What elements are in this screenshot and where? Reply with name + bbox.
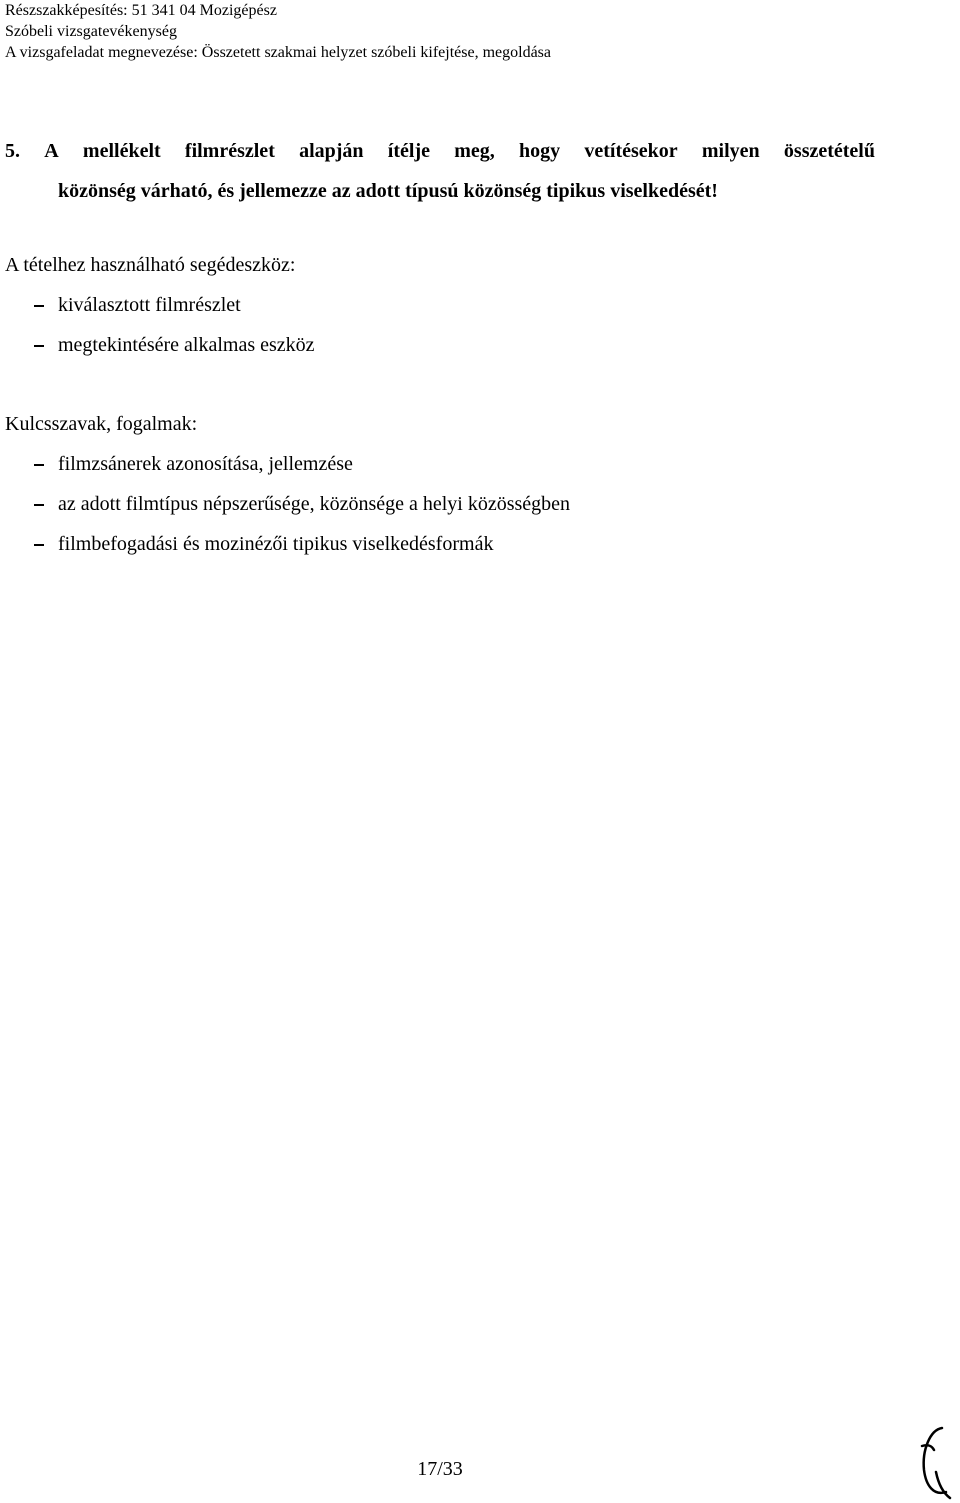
list-item bbox=[5, 484, 570, 524]
tools-section bbox=[5, 245, 315, 365]
task-word: összetételű bbox=[783, 140, 875, 162]
tools-list bbox=[5, 285, 315, 365]
list-item-text: kiválasztott filmrészlet bbox=[58, 294, 241, 316]
list-item-text: filmzsánerek azonosítása, jellemzése bbox=[58, 453, 353, 475]
header-task-name: A vizsgafeladat megnevezése: Összetett szakmai helyzet szóbeli kifejtése, megoldása bbox=[5, 44, 551, 61]
task-number: 5. bbox=[5, 140, 20, 162]
list-item-text: filmbefogadási és mozinézői tipikus viselkedésformák bbox=[58, 533, 494, 555]
list-item bbox=[5, 325, 315, 365]
list-item bbox=[5, 444, 570, 484]
keywords-title: Kulcsszavak, fogalmak: bbox=[5, 413, 198, 435]
dash-bullet-icon bbox=[34, 464, 44, 466]
task-word: filmrészlet bbox=[184, 140, 275, 162]
task-statement bbox=[5, 131, 885, 211]
list-item-text: megtekintésére alkalmas eszköz bbox=[58, 334, 315, 356]
header-activity: Szóbeli vizsgatevékenység bbox=[5, 23, 177, 40]
task-word: vetítésekor bbox=[584, 140, 678, 162]
list-item-text: az adott filmtípus népszerűsége, közönsége a helyi közösségben bbox=[58, 493, 571, 515]
dash-bullet-icon bbox=[34, 504, 44, 506]
page-header bbox=[5, 0, 551, 63]
tools-title: A tételhez használható segédeszköz: bbox=[5, 254, 296, 276]
task-word: hogy bbox=[519, 140, 561, 162]
dash-bullet-icon bbox=[34, 345, 44, 347]
signature-icon bbox=[916, 1420, 956, 1500]
dash-bullet-icon bbox=[34, 305, 44, 307]
task-word: alapján bbox=[299, 140, 364, 162]
task-word: meg, bbox=[454, 140, 495, 162]
keywords-section bbox=[5, 404, 570, 564]
list-item bbox=[5, 285, 315, 325]
list-item bbox=[5, 524, 570, 564]
keywords-list bbox=[5, 444, 570, 564]
dash-bullet-icon bbox=[34, 544, 44, 546]
task-word: milyen bbox=[701, 140, 760, 162]
task-word: A bbox=[44, 140, 59, 162]
task-word: ítélje bbox=[387, 140, 430, 162]
task-word: mellékelt bbox=[82, 140, 161, 162]
header-qualification: Részszakképesítés: 51 341 04 Mozigépész bbox=[5, 2, 277, 19]
page-number: 17/33 bbox=[417, 1458, 463, 1480]
task-line-2: közönség várható, és jellemezze az adott típusú közönség tipikus viselkedését! bbox=[58, 180, 718, 202]
task-line-1 bbox=[5, 131, 875, 171]
